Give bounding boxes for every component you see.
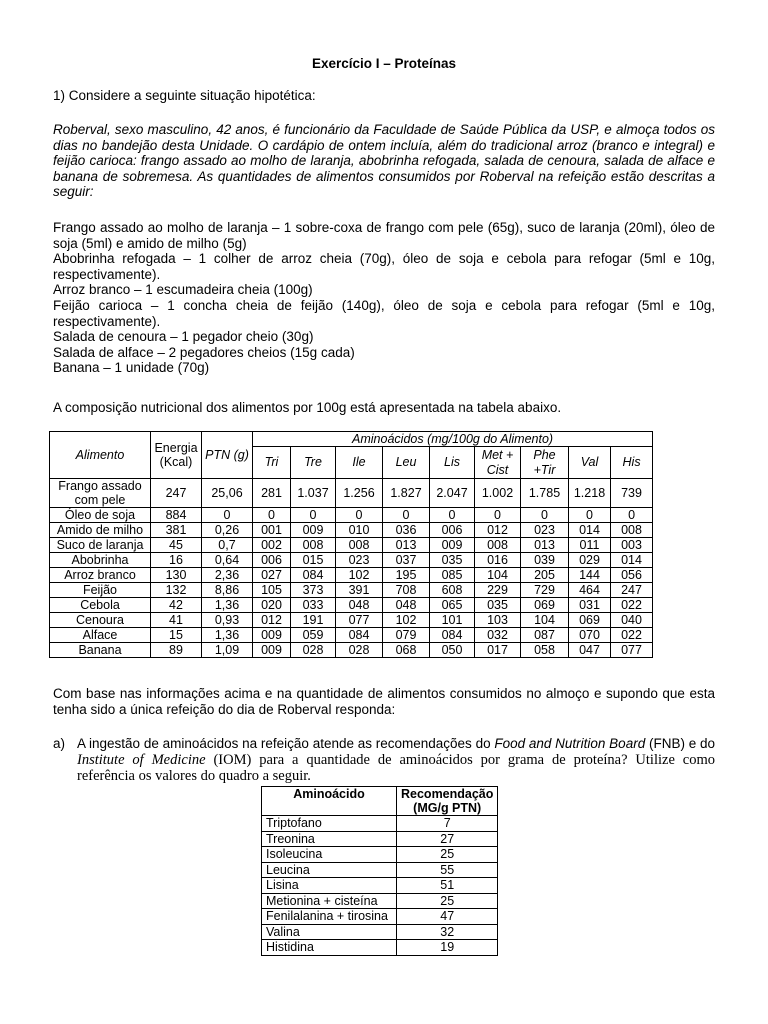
amino-value-cell: 104 [475, 568, 521, 583]
amino-value-cell: 104 [521, 613, 569, 628]
amino-value-cell: 059 [291, 628, 336, 643]
amino-value-cell: 009 [430, 538, 475, 553]
amino-value-cell: 195 [383, 568, 430, 583]
header-ptn: PTN (g) [202, 432, 253, 479]
energia-cell: 89 [151, 643, 202, 658]
header-recomendacao: Recomendação (MG/g PTN) [397, 787, 498, 816]
page-title: Exercício I – Proteínas [311, 56, 457, 71]
amino-value-cell: 001 [253, 523, 291, 538]
amino-name-cell: Metionina + cisteína [262, 893, 397, 909]
amino-value-cell: 056 [611, 568, 653, 583]
amino-value-cell: 048 [336, 598, 383, 613]
amino-value-cell: 247 [611, 583, 653, 598]
header-amino-col: Ile [336, 447, 383, 479]
food-name-cell: Arroz branco [50, 568, 151, 583]
table-row [50, 568, 653, 583]
amino-value-cell: 006 [253, 553, 291, 568]
header-amino-col: Met + Cist [475, 447, 521, 479]
amino-value-cell: 017 [475, 643, 521, 658]
amino-value-cell: 035 [430, 553, 475, 568]
table-row [262, 924, 498, 940]
amino-name-cell: Fenilalanina + tirosina [262, 909, 397, 925]
ptn-cell: 0,7 [202, 538, 253, 553]
amino-value-cell: 087 [521, 628, 569, 643]
energia-cell: 41 [151, 613, 202, 628]
amino-value-cell: 1.037 [291, 479, 336, 508]
question-a-text: A ingestão de aminoácidos na refeição atende as recomendações do Food and Nutrition Board (FNB) e do Institute of Medicine (IOM) para a quantidade de aminoácidos por grama de proteína? Utilize como referência os valores do quadro a seguir. [77, 736, 715, 785]
ptn-cell: 0,64 [202, 553, 253, 568]
food-name-cell: Abobrinha [50, 553, 151, 568]
amino-value-cell: 036 [383, 523, 430, 538]
amino-value-cell: 013 [521, 538, 569, 553]
menu-item: Banana – 1 unidade (70g) [53, 360, 210, 376]
table-row [50, 598, 653, 613]
amino-value-cell: 020 [253, 598, 291, 613]
table-row [262, 878, 498, 894]
header-aminoacido: Aminoácido [262, 787, 397, 816]
amino-value-cell: 0 [291, 508, 336, 523]
question-a-label: a) [53, 736, 66, 751]
amino-value-cell: 079 [383, 628, 430, 643]
amino-value-cell: 016 [475, 553, 521, 568]
header-amino-col: Lis [430, 447, 475, 479]
amino-value-cell: 069 [521, 598, 569, 613]
header-aminoacidos: Aminoácidos (mg/100g do Alimento) [253, 432, 653, 447]
ptn-cell: 1,36 [202, 628, 253, 643]
instructions-paragraph: Com base nas informações acima e na quantidade de alimentos consumidos no almoço e supondo que esta tenha sido a única refeição do dia de Roberval responda: [53, 686, 715, 717]
amino-value-cell: 0 [430, 508, 475, 523]
menu-item: Frango assado ao molho de laranja – 1 sobre-coxa de frango com pele (65g), suco de laranja (20ml), óleo de soja (5ml) e amido de milho (5g) [53, 220, 715, 251]
scenario-paragraph: Roberval, sexo masculino, 42 anos, é funcionário da Faculdade de Saúde Pública da USP, e almoça todos os dias no bandejão desta Unidade. O cardápio de ontem incluía, além do tradicional arroz (branco e integral) e feijão carioca: frango assado ao molho de laranja, abobrinha refogada, salada de cenoura, salada de alface e banana de sobremesa. As quantidades de alimentos consumidos por Roberval na refeição estão descritas a seguir: [53, 122, 715, 200]
amino-value-cell: 084 [291, 568, 336, 583]
amino-value-cell: 1.218 [569, 479, 611, 508]
amino-value-cell: 023 [521, 523, 569, 538]
amino-value-cell: 101 [430, 613, 475, 628]
amino-value-cell: 464 [569, 583, 611, 598]
food-name-cell: Feijão [50, 583, 151, 598]
amino-value-cell: 048 [383, 598, 430, 613]
food-name-cell: Cenoura [50, 613, 151, 628]
amino-value-cell: 1.785 [521, 479, 569, 508]
amino-value-cell: 0 [253, 508, 291, 523]
amino-value-cell: 068 [383, 643, 430, 658]
amino-value-cell: 1.002 [475, 479, 521, 508]
header-energia: Energia (Kcal) [151, 432, 202, 479]
amino-name-cell: Isoleucina [262, 847, 397, 863]
ptn-cell: 0 [202, 508, 253, 523]
table-row [50, 583, 653, 598]
amino-value-cell: 028 [291, 643, 336, 658]
amino-name-cell: Histidina [262, 940, 397, 956]
ptn-cell: 1,09 [202, 643, 253, 658]
table-row [262, 940, 498, 956]
header-amino-col: Val [569, 447, 611, 479]
amino-value-cell: 077 [336, 613, 383, 628]
amino-value-cell: 008 [475, 538, 521, 553]
amino-value-cell: 373 [291, 583, 336, 598]
amino-value-cell: 1.256 [336, 479, 383, 508]
amino-value-cell: 008 [611, 523, 653, 538]
amino-value-cell: 003 [611, 538, 653, 553]
amino-value-cell: 023 [336, 553, 383, 568]
amino-value-cell: 729 [521, 583, 569, 598]
recommendation-value-cell: 55 [397, 862, 498, 878]
amino-value-cell: 029 [569, 553, 611, 568]
recommendation-table [261, 786, 498, 956]
table-row [50, 613, 653, 628]
energia-cell: 884 [151, 508, 202, 523]
amino-value-cell: 0 [521, 508, 569, 523]
table-row [262, 847, 498, 863]
amino-value-cell: 085 [430, 568, 475, 583]
ptn-cell: 0,26 [202, 523, 253, 538]
amino-value-cell: 040 [611, 613, 653, 628]
recommendation-value-cell: 25 [397, 847, 498, 863]
amino-value-cell: 0 [336, 508, 383, 523]
amino-value-cell: 011 [569, 538, 611, 553]
amino-value-cell: 058 [521, 643, 569, 658]
food-name-cell: Suco de laranja [50, 538, 151, 553]
recommendation-value-cell: 19 [397, 940, 498, 956]
table-row [50, 643, 653, 658]
amino-value-cell: 0 [383, 508, 430, 523]
ptn-cell: 2,36 [202, 568, 253, 583]
amino-value-cell: 009 [291, 523, 336, 538]
amino-value-cell: 077 [611, 643, 653, 658]
amino-value-cell: 047 [569, 643, 611, 658]
menu-item: Salada de cenoura – 1 pegador cheio (30g) [53, 329, 314, 345]
table-row [50, 479, 653, 508]
food-name-cell: Cebola [50, 598, 151, 613]
amino-value-cell: 0 [611, 508, 653, 523]
amino-value-cell: 2.047 [430, 479, 475, 508]
amino-name-cell: Lisina [262, 878, 397, 894]
amino-value-cell: 608 [430, 583, 475, 598]
amino-value-cell: 014 [569, 523, 611, 538]
amino-value-cell: 1.827 [383, 479, 430, 508]
food-name-cell: Óleo de soja [50, 508, 151, 523]
table-row [262, 909, 498, 925]
amino-value-cell: 015 [291, 553, 336, 568]
amino-value-cell: 281 [253, 479, 291, 508]
recommendation-value-cell: 27 [397, 831, 498, 847]
table-row [50, 538, 653, 553]
energia-cell: 132 [151, 583, 202, 598]
amino-value-cell: 205 [521, 568, 569, 583]
amino-value-cell: 102 [336, 568, 383, 583]
amino-name-cell: Triptofano [262, 816, 397, 832]
ptn-cell: 0,93 [202, 613, 253, 628]
amino-value-cell: 084 [336, 628, 383, 643]
composition-intro: A composição nutricional dos alimentos por 100g está apresentada na tabela abaixo. [53, 400, 562, 415]
energia-cell: 45 [151, 538, 202, 553]
amino-value-cell: 103 [475, 613, 521, 628]
table-row [50, 553, 653, 568]
energia-cell: 42 [151, 598, 202, 613]
ptn-cell: 25,06 [202, 479, 253, 508]
menu-list [53, 220, 715, 376]
amino-value-cell: 009 [253, 643, 291, 658]
amino-value-cell: 027 [253, 568, 291, 583]
amino-value-cell: 191 [291, 613, 336, 628]
ptn-cell: 8,86 [202, 583, 253, 598]
amino-value-cell: 739 [611, 479, 653, 508]
table-row [262, 816, 498, 832]
recommendation-value-cell: 7 [397, 816, 498, 832]
amino-value-cell: 084 [430, 628, 475, 643]
amino-value-cell: 012 [253, 613, 291, 628]
menu-item: Abobrinha refogada – 1 colher de arroz cheia (70g), óleo de soja e cebola para refogar (5ml e 10g, respectivamente). [53, 251, 715, 282]
header-alimento: Alimento [50, 432, 151, 479]
table-row [262, 893, 498, 909]
recommendation-value-cell: 32 [397, 924, 498, 940]
amino-value-cell: 105 [253, 583, 291, 598]
header-amino-col: Phe +Tir [521, 447, 569, 479]
amino-value-cell: 037 [383, 553, 430, 568]
amino-name-cell: Treonina [262, 831, 397, 847]
food-name-cell: Alface [50, 628, 151, 643]
menu-item: Feijão carioca – 1 concha cheia de feijão (140g), óleo de soja e cebola para refogar (5ml e 10g, respectivamente). [53, 297, 715, 329]
amino-value-cell: 229 [475, 583, 521, 598]
header-amino-col: His [611, 447, 653, 479]
iom-name: Institute of Medicine [77, 751, 206, 768]
menu-item: Salada de alface – 2 pegadores cheios (15g cada) [53, 344, 355, 360]
amino-value-cell: 008 [336, 538, 383, 553]
amino-value-cell: 050 [430, 643, 475, 658]
amino-name-cell: Valina [262, 924, 397, 940]
amino-value-cell: 032 [475, 628, 521, 643]
amino-value-cell: 022 [611, 598, 653, 613]
amino-value-cell: 070 [569, 628, 611, 643]
amino-value-cell: 031 [569, 598, 611, 613]
food-name-cell: Banana [50, 643, 151, 658]
table-row [262, 831, 498, 847]
amino-value-cell: 012 [475, 523, 521, 538]
amino-value-cell: 0 [569, 508, 611, 523]
table-row [262, 862, 498, 878]
amino-value-cell: 022 [611, 628, 653, 643]
amino-value-cell: 039 [521, 553, 569, 568]
amino-value-cell: 035 [475, 598, 521, 613]
energia-cell: 15 [151, 628, 202, 643]
amino-value-cell: 009 [253, 628, 291, 643]
table-row [50, 508, 653, 523]
header-amino-col: Tri [253, 447, 291, 479]
amino-value-cell: 069 [569, 613, 611, 628]
food-name-cell: Amido de milho [50, 523, 151, 538]
food-composition-table [49, 431, 653, 658]
amino-value-cell: 028 [336, 643, 383, 658]
energia-cell: 16 [151, 553, 202, 568]
amino-value-cell: 033 [291, 598, 336, 613]
recommendation-value-cell: 51 [397, 878, 498, 894]
amino-value-cell: 013 [383, 538, 430, 553]
amino-value-cell: 002 [253, 538, 291, 553]
fnb-name: Food and Nutrition Board [494, 736, 646, 751]
energia-cell: 130 [151, 568, 202, 583]
ptn-cell: 1,36 [202, 598, 253, 613]
amino-value-cell: 708 [383, 583, 430, 598]
energia-cell: 247 [151, 479, 202, 508]
recommendation-value-cell: 25 [397, 893, 498, 909]
amino-value-cell: 010 [336, 523, 383, 538]
menu-item: Arroz branco – 1 escumadeira cheia (100g) [53, 282, 313, 298]
amino-value-cell: 391 [336, 583, 383, 598]
header-amino-col: Tre [291, 447, 336, 479]
table-row [50, 628, 653, 643]
header-amino-col: Leu [383, 447, 430, 479]
recommendation-value-cell: 47 [397, 909, 498, 925]
question-intro: 1) Considere a seguinte situação hipotética: [53, 88, 316, 103]
amino-value-cell: 014 [611, 553, 653, 568]
amino-value-cell: 008 [291, 538, 336, 553]
food-name-cell: Frango assado com pele [50, 479, 151, 508]
amino-name-cell: Leucina [262, 862, 397, 878]
amino-value-cell: 065 [430, 598, 475, 613]
table-row [50, 523, 653, 538]
energia-cell: 381 [151, 523, 202, 538]
amino-value-cell: 0 [475, 508, 521, 523]
amino-value-cell: 102 [383, 613, 430, 628]
amino-value-cell: 006 [430, 523, 475, 538]
amino-value-cell: 144 [569, 568, 611, 583]
